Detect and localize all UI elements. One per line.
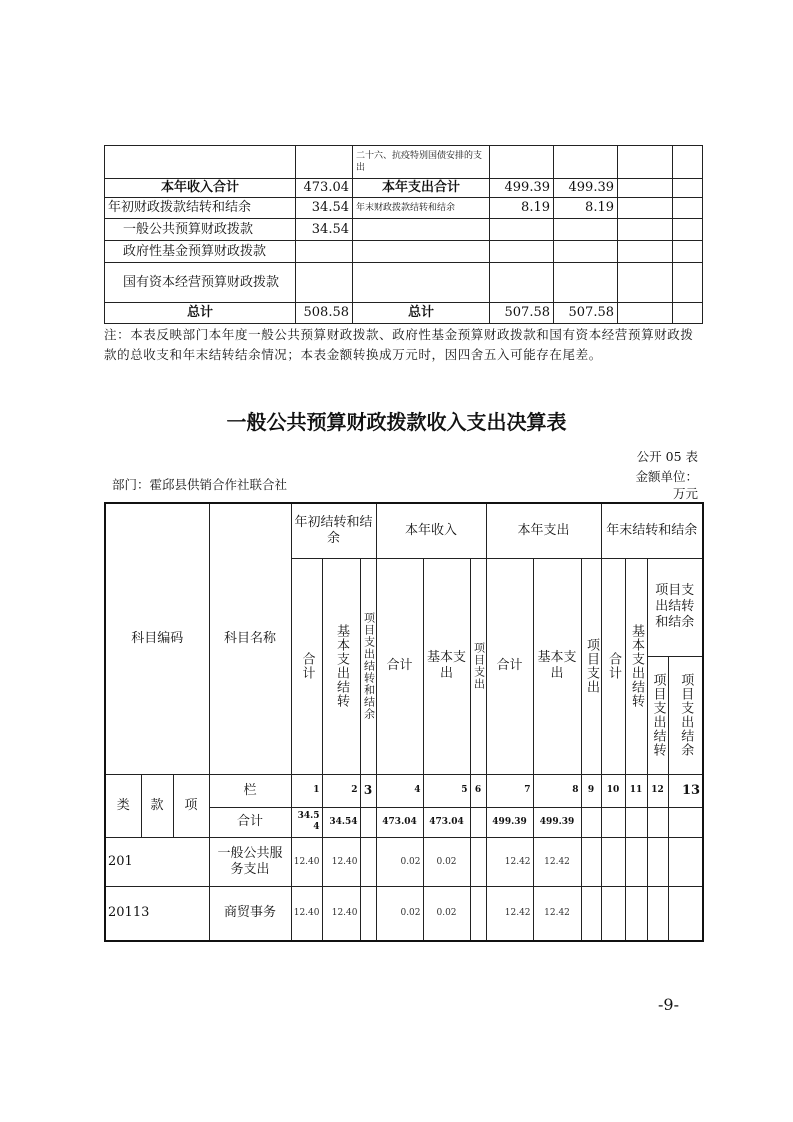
header-name: 科目名称 (209, 503, 291, 774)
table-row: 本年收入合计 473.04 本年支出合计 499.39 499.39 (105, 179, 703, 198)
row-label: 二十六、抗疫特别国债安排的支出 (353, 146, 490, 179)
table-number: 公开 05 表 (636, 449, 698, 464)
page-number: -9- (658, 995, 679, 1014)
unit: 万元 (672, 486, 698, 501)
table-row: 政府性基金预算财政拨款 (105, 241, 703, 263)
summary-table (104, 145, 703, 324)
header-code: 科目编码 (105, 503, 209, 774)
table-row: 一般公共预算财政拨款 34.54 (105, 219, 703, 241)
table-row: 国有资本经营预算财政拨款 (105, 263, 703, 303)
unit-label: 金额单位： (635, 469, 698, 484)
department: 部门：霍邱县供销合作社联合社 (112, 477, 288, 492)
table-row: 20113 商贸事务 12.40 12.40 0.02 0.02 12.42 12.42 (105, 886, 703, 941)
table-row: 年初财政拨款结转和结余 34.54 年末财政拨款结转和结余 8.19 8.19 (105, 198, 703, 219)
page-title: 一般公共预算财政拨款收入支出决算表 (226, 410, 567, 434)
budget-table: 科目编码 科目名称 年初结转和结余 本年收入 本年支出 年末结转和结余 合计 基本支出结转 项目支出结转和结余 合计 基本支出 项目支出 合计 基本支出 项目支出 合计 基本支出结转 项目支出结转和结余 项目支出结转 项目支出结余 类 款 项 栏 1 2 3 4 5 6 7 8 9 10 11 12 13 合计 34.54 34.54 473.04 473.04 499.39 499.39 201 一般公共服务支出 12.40 12.40 0.02 0.02 12.42 12.42 20113 商贸事务 12.40 12.40 0.02 0.02 12.42 12.42 (104, 502, 704, 942)
table-row: 201 一般公共服务支出 12.40 12.40 0.02 0.02 12.42 12.42 (105, 837, 703, 886)
table-row: 总计 508.58 总计 507.58 507.58 (105, 303, 703, 324)
table-note: 注：本表反映部门本年度一般公共预算财政拨款、政府性基金预算财政拨款和国有资本经营预算财政拨款的总收支和年末结转结余情况；本表金额转换成万元时，因四舍五入可能存在尾差。 (104, 327, 694, 362)
table-row: 合计 34.54 34.54 473.04 473.04 499.39 499.39 (105, 807, 703, 837)
